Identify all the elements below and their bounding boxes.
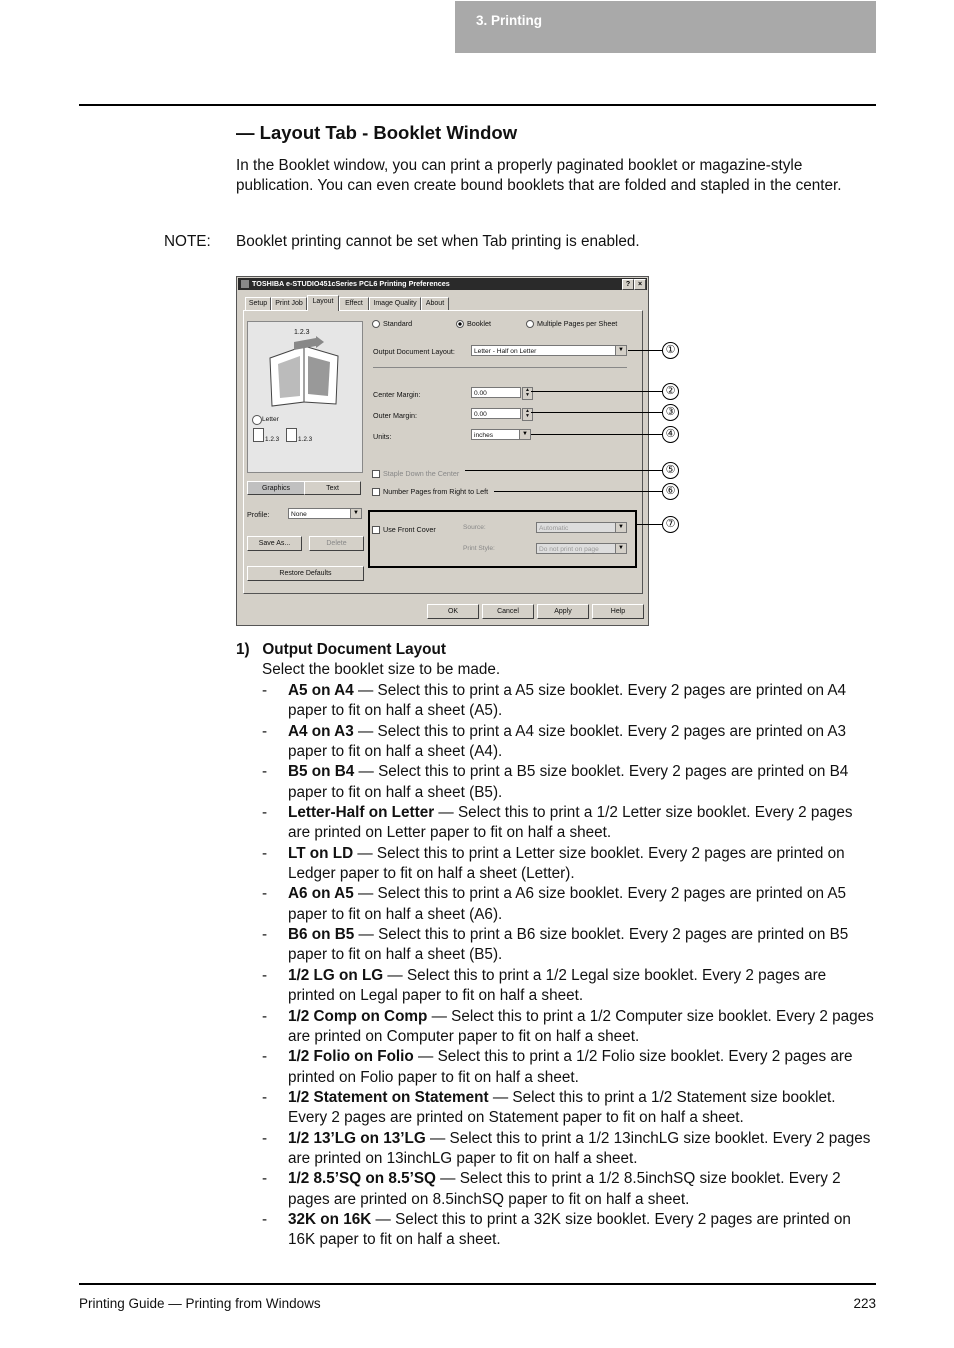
item-term: 1/2 Folio on Folio — [288, 1048, 414, 1066]
tab-about[interactable]: About — [421, 297, 449, 310]
outer-margin-value: 0.00 — [474, 411, 487, 418]
staple-label: Staple Down the Center — [383, 469, 460, 478]
stack-icon-b — [286, 428, 297, 442]
item-term: 1/2 13’LG on 13’LG — [288, 1129, 426, 1147]
list-item: - Letter-Half on Letter — Select this to print a 1/2 Letter size booklet. Every 2 pages are printed on Letter paper to fit on half a sheet. — [262, 804, 853, 842]
top-rule — [79, 104, 876, 106]
text-tab[interactable]: Text — [304, 481, 361, 495]
intro-paragraph: In the Booklet window, you can print a properly paginated booklet or magazine-style publication. You can even create bound booklets that are folded and stapled in the center. — [236, 157, 842, 195]
note-text: Booklet printing cannot be set when Tab printing is enabled. — [236, 233, 640, 250]
section-number: 1) — [236, 641, 250, 658]
multiple-pages-label: Multiple Pages per Sheet — [537, 319, 618, 328]
item-desc: — Select this to print a 1/2 Statement size booklet. Every 2 pages are printed on Statement paper to fit on half a sheet. — [288, 1088, 836, 1127]
page-title: — Layout Tab - Booklet Window — [236, 122, 518, 143]
delete-button[interactable]: Delete — [309, 536, 364, 551]
stack-b-label: 1.2.3 — [298, 436, 313, 443]
booklet-radio[interactable] — [456, 319, 491, 328]
callout-line-2 — [531, 391, 662, 392]
item-desc: — Select this to print a 1/2 Folio size booklet. Every 2 pages are printed on Folio paper to fit on half a sheet. — [288, 1048, 853, 1086]
item-desc: — Select this to print a A4 size booklet. Every 2 pages are printed on A3 paper to fit on half a sheet (A4). — [288, 722, 847, 761]
callout-line-6 — [494, 491, 662, 492]
standard-radio[interactable] — [372, 319, 412, 328]
preview-page-order: 1.2.3 — [294, 329, 310, 336]
list-item: - A4 on A3 — Select this to print a A4 size booklet. Every 2 pages are printed on A3 paper to fit on half a sheet (A4). — [262, 722, 847, 761]
callout-5: ⑤ — [662, 462, 679, 479]
checkbox-icon — [372, 470, 380, 478]
chevron-down-icon: ▼ — [615, 523, 626, 532]
item-desc: — Select this to print a 1/2 13inchLG size booklet. Every 2 pages are printed on 13inchLG paper to fit on half a sheet. — [288, 1129, 871, 1167]
outer-margin-label: Outer Margin: — [373, 411, 417, 420]
item-desc: — Select this to print a 1/2 Letter size booklet. Every 2 pages are printed on Letter paper to fit on half a sheet. — [288, 804, 853, 842]
cancel-button[interactable]: Cancel — [482, 604, 534, 619]
item-term: B6 on B5 — [288, 926, 355, 944]
print-style-label: Print Style: — [463, 545, 495, 552]
item-term: 1/2 Statement on Statement — [288, 1088, 489, 1106]
item-term: A5 on A4 — [288, 682, 354, 699]
units-select[interactable] — [471, 429, 531, 440]
tab-setup[interactable]: Setup — [245, 297, 271, 310]
printing-preferences-dialog — [236, 276, 649, 626]
booklet-label: Booklet — [467, 319, 491, 328]
callout-4: ④ — [662, 426, 679, 443]
list-item: - 1/2 8.5’SQ on 8.5’SQ — Select this to print a 1/2 8.5inchSQ size booklet. Every 2 pages are printed on 8.5inchSQ paper to fit on half a sheet. — [262, 1170, 841, 1208]
item-desc: — Select this to print a 1/2 8.5inchSQ size booklet. Every 2 pages are printed on 8.5inchSQ paper to fit on half a sheet. — [288, 1170, 841, 1208]
ok-button[interactable]: OK — [427, 604, 479, 619]
output-layout-select[interactable] — [471, 345, 627, 356]
print-style-select[interactable] — [536, 543, 627, 554]
chevron-down-icon: ▼ — [519, 430, 530, 439]
item-desc: — Select this to print a 1/2 Legal size booklet. Every 2 pages are printed on Legal paper to fit on half a sheet. — [288, 966, 827, 1005]
multiple-pages-radio[interactable] — [526, 319, 617, 328]
callout-line-7 — [635, 524, 662, 525]
paper-size-label: Letter — [262, 416, 279, 423]
printer-icon — [241, 280, 249, 288]
center-margin-spinner[interactable]: ▲ ▼ — [522, 387, 533, 400]
profile-label: Profile: — [247, 510, 270, 519]
chevron-down-icon: ▼ — [615, 544, 626, 553]
preview-subtabs — [247, 481, 361, 495]
dialog-title-bar — [238, 278, 647, 290]
item-desc: — Select this to print a A6 size booklet. Every 2 pages are printed on A5 paper to fit on half a sheet (A6). — [288, 885, 847, 923]
callout-7: ⑦ — [662, 516, 679, 533]
source-select[interactable] — [536, 522, 627, 533]
center-margin-input[interactable] — [471, 387, 521, 398]
print-style-value: Do not print on page — [539, 546, 599, 553]
callout-line-3 — [531, 412, 662, 413]
list-item: - B5 on B4 — Select this to print a B5 size booklet. Every 2 pages are printed on B4 paper to fit on half a sheet (B5). — [262, 763, 849, 801]
list-item: - 1/2 Folio on Folio — Select this to print a 1/2 Folio size booklet. Every 2 pages are printed on Folio paper to fit on half a sheet. — [262, 1048, 853, 1086]
item-desc: — Select this to print a B5 size booklet. Every 2 pages are printed on B4 paper to fit on half a sheet (B5). — [288, 763, 849, 801]
item-term: 32K on 16K — [288, 1210, 372, 1228]
list-item: - 1/2 Statement on Statement — Select this to print a 1/2 Statement size booklet. Every 2 pages are printed on Statement paper to fit on half a sheet. — [262, 1088, 836, 1127]
profile-select[interactable] — [288, 508, 362, 519]
list-item: - 32K on 16K — Select this to print a 32K size booklet. Every 2 pages are printed on 16K paper to fit on half a sheet. — [262, 1210, 851, 1249]
dialog-title: TOSHIBA e-STUDIO451cSeries PCL6 Printing Preferences — [252, 279, 450, 288]
callout-line-5 — [465, 470, 662, 471]
list-item: - 1/2 LG on LG — Select this to print a 1/2 Legal size booklet. Every 2 pages are printed on Legal paper to fit on half a sheet. — [262, 966, 827, 1005]
bottom-rule — [79, 1283, 876, 1285]
checkbox-icon — [372, 526, 380, 534]
booklet-illustration — [266, 336, 346, 408]
number-pages-checkbox[interactable] — [372, 487, 488, 496]
callout-line-1 — [628, 350, 662, 351]
callout-1: ① — [662, 342, 679, 359]
list-item: - 1/2 Comp on Comp — Select this to print a 1/2 Computer size booklet. Every 2 pages are printed on Computer paper to fit on half a sheet. — [262, 1007, 874, 1045]
tab-layout[interactable]: Layout — [307, 295, 339, 311]
source-value: Automatic — [539, 525, 569, 532]
stack-icon-a — [253, 428, 264, 442]
item-term: 1/2 8.5’SQ on 8.5’SQ — [288, 1170, 436, 1188]
units-label: Units: — [373, 432, 392, 441]
list-item: - A6 on A5 — Select this to print a A6 size booklet. Every 2 pages are printed on A5 paper to fit on half a sheet (A6). — [262, 885, 847, 923]
staple-checkbox[interactable] — [372, 469, 459, 478]
front-cover-checkbox[interactable] — [372, 525, 436, 534]
section-subtitle: Select the booklet size to be made. — [262, 661, 501, 678]
item-term: B5 on B4 — [288, 763, 355, 781]
tab-print-job[interactable]: Print Job — [271, 297, 307, 310]
section-tab — [455, 1, 876, 53]
chevron-down-icon: ▼ — [615, 346, 626, 355]
profile-value: None — [291, 511, 307, 518]
list-item: - A5 on A4 — Select this to print a A5 size booklet. Every 2 pages are printed on A4 paper to fit on half a sheet (A5). — [262, 682, 847, 720]
item-desc: — Select this to print a A5 size booklet. Every 2 pages are printed on A4 paper to fit on half a sheet (A5). — [288, 682, 847, 720]
help-button[interactable]: Help — [592, 604, 644, 619]
list-item: - B6 on B5 — Select this to print a B6 size booklet. Every 2 pages are printed on B5 paper to fit on half a sheet (B5). — [262, 926, 849, 964]
booklet-preview — [247, 321, 363, 473]
callout-6: ⑥ — [662, 483, 679, 500]
close-title-button[interactable]: × — [634, 279, 646, 290]
item-term: Letter-Half on Letter — [288, 804, 435, 822]
layout-options-list — [262, 681, 876, 1251]
divider — [373, 367, 627, 368]
number-pages-label: Number Pages from Right to Left — [383, 487, 489, 496]
item-desc: — Select this to print a B6 size booklet. Every 2 pages are printed on B5 paper to fit on half a sheet (B5). — [288, 926, 849, 964]
section-title: Output Document Layout — [262, 641, 446, 658]
source-label: Source: — [463, 524, 486, 531]
section-tab-label: 3. Printing — [476, 13, 543, 28]
restore-defaults-button[interactable]: Restore Defaults — [247, 566, 364, 581]
front-cover-label: Use Front Cover — [383, 525, 436, 534]
section-heading — [236, 641, 446, 659]
output-layout-value: Letter - Half on Letter — [474, 348, 537, 355]
item-desc: — Select this to print a 32K size booklet. Every 2 pages are printed on 16K paper to fit on half a sheet. — [288, 1210, 851, 1249]
checkbox-icon — [372, 488, 380, 496]
front-cover-group — [368, 510, 637, 568]
standard-label: Standard — [383, 319, 413, 328]
list-item: - LT on LD — Select this to print a Letter size booklet. Every 2 pages are printed on Ledger paper to fit on half a sheet (Letter). — [262, 844, 845, 883]
units-value: inches — [474, 432, 494, 439]
note-label: NOTE: — [164, 233, 211, 250]
tab-image-quality[interactable]: Image Quality — [369, 297, 421, 310]
callout-line-4 — [531, 434, 662, 435]
help-title-button[interactable]: ? — [622, 279, 634, 290]
paper-icon — [252, 415, 262, 425]
center-margin-value: 0.00 — [474, 390, 487, 397]
output-layout-label: Output Document Layout: — [373, 347, 455, 356]
page-number: 223 — [853, 1296, 876, 1311]
outer-margin-input[interactable] — [471, 408, 521, 419]
list-item: - 1/2 13’LG on 13’LG — Select this to print a 1/2 13inchLG size booklet. Every 2 pages are printed on 13inchLG paper to fit on half a sheet. — [262, 1129, 871, 1167]
center-margin-label: Center Margin: — [373, 390, 421, 399]
radio-icon — [372, 320, 380, 328]
item-term: LT on LD — [288, 844, 354, 862]
stack-a-label: 1.2.3 — [265, 436, 280, 443]
chevron-down-icon: ▼ — [350, 509, 361, 518]
callout-2: ② — [662, 383, 679, 400]
callout-3: ③ — [662, 404, 679, 421]
item-term: 1/2 LG on LG — [288, 966, 384, 984]
item-term: A6 on A5 — [288, 885, 354, 903]
item-term: 1/2 Comp on Comp — [288, 1007, 428, 1025]
radio-selected-icon — [456, 320, 464, 328]
tab-effect[interactable]: Effect — [339, 297, 369, 310]
item-desc: — Select this to print a Letter size booklet. Every 2 pages are printed on Ledger paper to fit on half a sheet (Letter). — [288, 844, 845, 883]
outer-margin-spinner[interactable]: ▲ ▼ — [522, 408, 533, 421]
item-desc: — Select this to print a 1/2 Computer size booklet. Every 2 pages are printed on Computer paper to fit on half a sheet. — [288, 1007, 874, 1045]
footer-title: Printing Guide — Printing from Windows — [79, 1296, 321, 1311]
graphics-tab[interactable]: Graphics — [247, 481, 305, 495]
radio-icon — [526, 320, 534, 328]
apply-button[interactable]: Apply — [537, 604, 589, 619]
item-term: A4 on A3 — [288, 722, 354, 740]
save-as-button[interactable]: Save As... — [247, 536, 302, 551]
